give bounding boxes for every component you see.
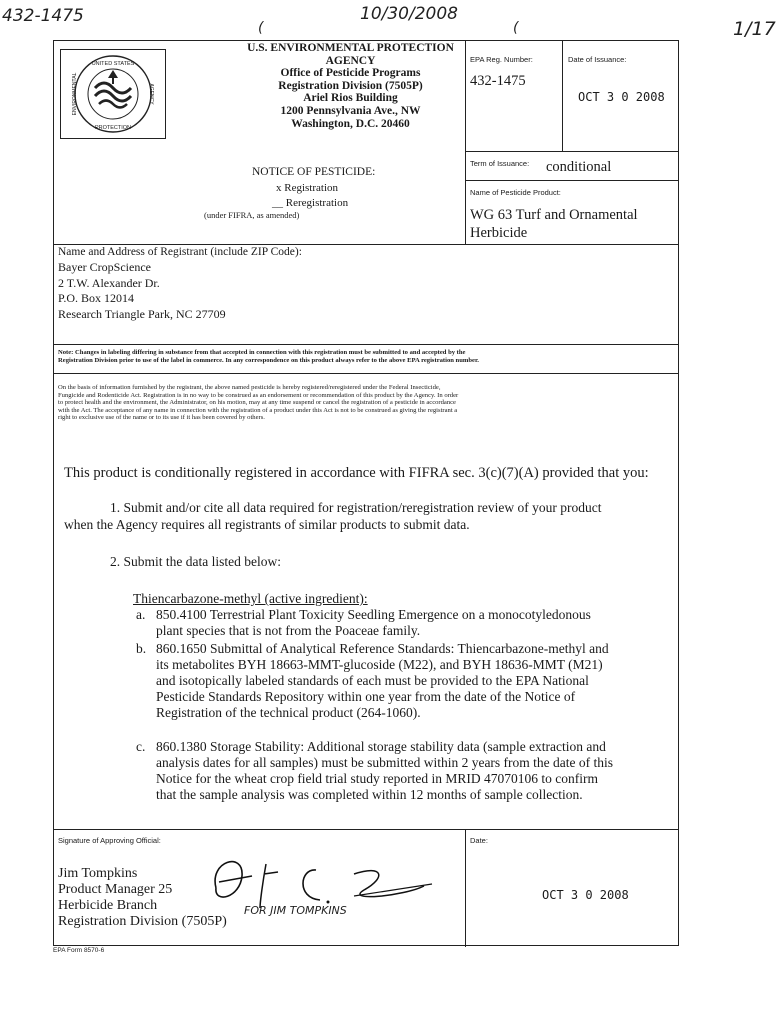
- registrant-address: [58, 260, 226, 322]
- rule: [465, 180, 679, 181]
- requirement-line: Notice for the wheat crop field trial study reported in MRID 47070106 to confirm: [156, 771, 599, 786]
- seal-text-left: ENVIRONMENTAL: [72, 72, 78, 116]
- registrant-city: Research Triangle Park, NC 27709: [58, 306, 226, 321]
- requirement-line: that the sample analysis was completed within 12 months of sample collection.: [156, 787, 583, 802]
- rule: [54, 344, 678, 345]
- notice-reregistration-option: __ Reregistration: [272, 197, 349, 209]
- seal-text-top: UNITED STATES: [91, 61, 135, 67]
- epa-reg-value: 432-1475: [470, 73, 526, 89]
- date-stamp: OCT 3 0 2008: [542, 888, 629, 902]
- rule: [54, 829, 678, 830]
- notice-title: NOTICE OF PESTICIDE:: [252, 166, 376, 178]
- registration-basis-text: [58, 384, 458, 422]
- signature-label: Signature of Approving Official:: [58, 836, 161, 845]
- requirement-line: Pesticide Standards Repository within one year from the date of the Notice of: [156, 689, 576, 704]
- handwritten-page-number: 1/17: [733, 18, 776, 40]
- requirement-line: plant species that is not from the Poaceae family.: [156, 623, 421, 638]
- registrant-po-box: P.O. Box 12014: [58, 291, 135, 305]
- handwritten-reg-number: 432-1475: [2, 6, 84, 26]
- seal-text-right: AGENCY: [148, 83, 154, 105]
- seal-text-bottom: PROTECTION: [94, 125, 132, 131]
- office-name: Office of Pesticide Programs: [280, 67, 421, 80]
- requirement-line: 850.4100 Terrestrial Plant Toxicity Seedling Emergence on a monocotyledonous: [156, 607, 591, 622]
- division-name: Registration Division (7505P): [278, 79, 423, 92]
- city-address: Washington, D.C. 20460: [291, 117, 410, 130]
- agency-name-cont: AGENCY: [325, 54, 376, 67]
- requirement-line: and isotopically labeled standards of each must be provided to the EPA National: [156, 673, 589, 688]
- agency-address-block: [218, 42, 483, 130]
- rule: [54, 373, 678, 374]
- term-value: conditional: [546, 159, 612, 175]
- signer-name: Jim Tompkins: [58, 866, 138, 881]
- data-requirement-a: [136, 607, 591, 639]
- epa-seal-icon: [61, 50, 165, 138]
- date-label: Date:: [470, 836, 488, 845]
- requirement-line: 860.1650 Submittal of Analytical Reference Standards: Thiencarbazone-methyl and: [156, 641, 609, 656]
- registrant-company: Bayer CropScience: [58, 260, 151, 274]
- building-name: Ariel Rios Building: [303, 92, 398, 105]
- issuance-date-label: Date of Issuance:: [568, 55, 627, 64]
- form-number: EPA Form 8570-6: [53, 947, 105, 954]
- rule: [54, 244, 678, 245]
- labeling-note-line: Note: Changes in labeling differing in substance from that accepted in connection with this registration must be submitted to and accepted by the: [58, 349, 466, 356]
- street-address: 1200 Pennsylvania Ave., NW: [280, 104, 421, 117]
- margin-mark: (: [258, 20, 264, 36]
- requirement-line: Registration of the technical product (264-1060).: [156, 705, 421, 720]
- item-marker: c.: [136, 739, 146, 754]
- condition-item-1-line2: when the Agency requires all registrants of similar products to submit data.: [64, 517, 470, 532]
- notice-form: [53, 40, 679, 946]
- signer-division: Registration Division (7505P): [58, 914, 227, 929]
- signer-branch: Herbicide Branch: [58, 898, 158, 913]
- margin-mark: (: [513, 20, 519, 36]
- epa-seal-logo: [60, 49, 166, 139]
- item-marker: a.: [136, 607, 146, 622]
- active-ingredient-heading: Thiencarbazone-methyl (active ingredient):: [133, 591, 368, 606]
- condition-item-2: 2. Submit the data listed below:: [110, 554, 281, 569]
- requirement-line: analysis dates for all samples) must be submitted within 2 years from the date of this: [156, 755, 614, 770]
- epa-reg-label: EPA Reg. Number:: [470, 55, 533, 64]
- signer-title: Product Manager 25: [58, 882, 173, 897]
- labeling-note-line: Registration Division prior to use of the label in commerce. In any correspondence on this product always refer to the above EPA registration number.: [58, 356, 479, 364]
- data-requirement-c: [136, 739, 613, 803]
- product-name-line2: Herbicide: [470, 225, 528, 241]
- registrant-label: Name and Address of Registrant (include ZIP Code):: [58, 246, 302, 258]
- basis-line: Fungicide and Rodenticide Act. Registration is in no way to be construed as an endorsement or recommendation of this product by the Agency. In order: [58, 391, 459, 399]
- agency-name: U.S. ENVIRONMENTAL PROTECTION: [247, 42, 454, 54]
- product-name-line1: WG 63 Turf and Ornamental: [470, 207, 638, 223]
- basis-line: with the Act. The acceptance of any name in connection with the registration of a product under this Act is not to be construed as giving the registrant a: [58, 406, 458, 414]
- product-name-label: Name of Pesticide Product:: [470, 188, 561, 197]
- handwritten-date: 10/30/2008: [360, 4, 458, 24]
- basis-line: to protect health and the environment, the Administrator, on his motion, may at any time suspend or cancel the registration of a pesticide in accordance: [58, 399, 456, 407]
- labeling-note: [58, 349, 479, 364]
- signer-block: [58, 866, 227, 930]
- requirement-line: its metabolites BYH 18663-MMT-glucoside (M22), and BYH 18636-MMT (M21): [156, 657, 603, 672]
- requirement-line: 860.1380 Storage Stability: Additional storage stability data (sample extraction and: [156, 739, 606, 754]
- basis-line: On the basis of information furnished by the registrant, the above named pesticide is hereby registered/reregistered under the Federal Insecticide,: [58, 384, 441, 391]
- notice-registration-option: x Registration: [276, 182, 339, 194]
- conditional-intro: This product is conditionally registered in accordance with FIFRA sec. 3(c)(7)(A) provided that you:: [64, 465, 649, 481]
- term-label: Term of Issuance:: [470, 159, 530, 168]
- signature-date-divider: [465, 829, 466, 947]
- notice-fifra-note: (under FIFRA, as amended): [204, 210, 300, 220]
- condition-item-1-line1: 1. Submit and/or cite all data required for registration/reregistration review of your product: [110, 500, 602, 515]
- reg-date-divider: [562, 41, 563, 151]
- item-marker: b.: [136, 641, 147, 656]
- signature-for-text: FOR JIM TOMPKINS: [244, 904, 347, 917]
- issuance-date-stamp: OCT 3 0 2008: [578, 90, 665, 104]
- data-requirement-b: [136, 641, 609, 721]
- registrant-street: 2 T.W. Alexander Dr.: [58, 275, 160, 290]
- basis-line: right to exclusive use of the name or to its use if it has been covered by others.: [58, 414, 265, 422]
- rule: [465, 151, 679, 152]
